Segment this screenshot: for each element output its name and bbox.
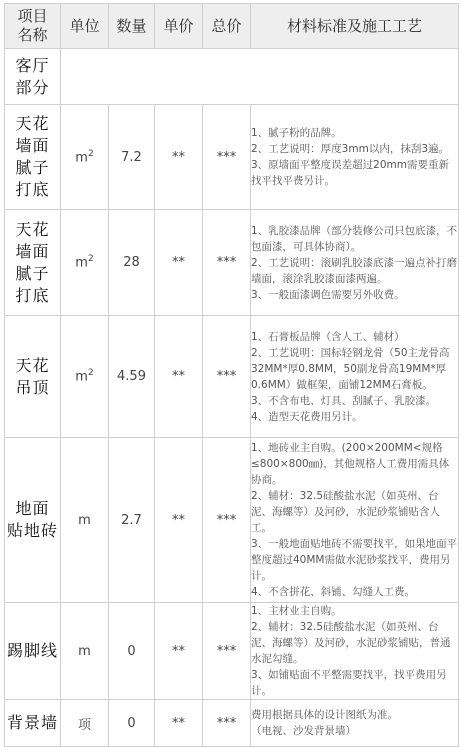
section-row xyxy=(5,49,459,105)
desc-line: 1、地砖业主自购。(200×200MM<规格≤800×800㎜)，其他规格人工费用需具体协商。 xyxy=(251,442,450,486)
item-name: 天花 吊顶 xyxy=(5,316,61,438)
unit-text: 项 xyxy=(77,717,91,733)
desc-line: 2、工艺说明：国标轻钢龙骨（50主龙骨高32MM*厚0.8MM，50副龙骨高19MM*厚0.6MM）做框架，面铺12MM石膏板。 xyxy=(251,346,450,391)
table-row xyxy=(5,603,459,700)
desc-cell xyxy=(251,603,459,700)
unit-superscript: 2 xyxy=(87,368,94,379)
price-cell: ** xyxy=(155,105,203,210)
qty-cell: 2.7 xyxy=(109,438,155,603)
quotation-table xyxy=(4,3,459,747)
unit-text: m xyxy=(75,150,88,166)
price-cell: ** xyxy=(155,700,203,747)
desc-line: 1、腻子粉的品牌。 xyxy=(251,127,342,139)
desc-cell xyxy=(251,105,459,210)
watermark xyxy=(8,711,10,719)
total-cell: *** xyxy=(203,210,251,316)
desc-cell xyxy=(251,700,459,747)
desc-cell xyxy=(251,438,459,603)
desc-line: 1、石膏板品牌（含人工、辅材） xyxy=(251,330,405,343)
desc-line: 3、一般面漆调色需要另外收费。 xyxy=(251,288,405,301)
qty-cell: 0 xyxy=(109,700,155,747)
desc-line: （电视、沙发背景墙） xyxy=(251,725,356,737)
header-row xyxy=(5,4,459,49)
table-row xyxy=(5,210,459,316)
unit-cell xyxy=(61,210,109,316)
desc-line: 2、工艺说明：滚刷乳胶漆底漆一遍点补打磨墙面，滚涂乳胶漆面漆两遍。 xyxy=(251,256,458,285)
desc-line: 3、如铺贴面不平整需要找平，找平费用另计。 xyxy=(251,669,447,697)
qty-cell: 7.2 xyxy=(109,105,155,210)
unit-superscript: 2 xyxy=(87,254,94,265)
desc-line: 4、不含拼花、斜铺、勾缝人工费。 xyxy=(251,586,416,598)
price-cell: ** xyxy=(155,603,203,700)
unit-cell xyxy=(61,438,109,603)
col-header-item: 项目 名称 xyxy=(5,4,61,49)
item-name: 背景墙 xyxy=(5,700,61,747)
unit-text: m xyxy=(78,512,91,528)
price-cell: ** xyxy=(155,316,203,438)
item-name: 踢脚线 xyxy=(5,603,61,700)
col-header-unit: 单位 xyxy=(61,4,109,49)
unit-superscript: 2 xyxy=(87,148,94,159)
price-cell: ** xyxy=(155,438,203,603)
item-name: 地面 贴地砖 xyxy=(5,438,61,603)
desc-line: 2、工艺说明：厚度3mm以内，抹刮3遍。 xyxy=(251,143,449,155)
unit-text: m xyxy=(75,369,88,385)
unit-cell xyxy=(61,105,109,210)
desc-line: 1、乳胶漆品牌（部分装修公司只包底漆，不包面漆，可具体协商）。 xyxy=(251,224,458,253)
price-cell: ** xyxy=(155,210,203,316)
total-cell: *** xyxy=(203,438,251,603)
col-header-desc: 材料标准及施工工艺 xyxy=(251,4,459,49)
desc-cell xyxy=(251,210,459,316)
unit-text: m xyxy=(75,255,88,271)
col-header-total: 总价 xyxy=(203,4,251,49)
unit-cell xyxy=(61,700,109,747)
total-cell: *** xyxy=(203,316,251,438)
total-cell: *** xyxy=(203,603,251,700)
qty-cell: 28 xyxy=(109,210,155,316)
desc-line: 3、原墙面平整度误差超过20mm需要重新找平找平费另计。 xyxy=(251,159,449,187)
total-cell: *** xyxy=(203,105,251,210)
table-row xyxy=(5,438,459,603)
desc-line: 费用根据具体的设计图纸为准。 xyxy=(251,709,398,721)
desc-line: 3、一般地面贴地砖不需要找平，如果地面平整度超过40MM需做水泥砂浆找平，费用另计。 xyxy=(251,538,458,582)
unit-cell xyxy=(61,603,109,700)
desc-line: 1、主材业主自购。 xyxy=(251,605,342,617)
desc-line: 4、造型天花费用另计。 xyxy=(251,410,363,423)
desc-cell xyxy=(251,316,459,438)
unit-cell xyxy=(61,316,109,438)
desc-line: 2、辅材：32.5硅酸盐水泥（如英州、台泥、海螺等）及河砂，水泥砂浆铺贴，普通水泥勾缝。 xyxy=(251,621,451,665)
section-label: 客厅 部分 xyxy=(5,49,61,105)
unit-text: m xyxy=(78,643,91,659)
qty-cell: 0 xyxy=(109,603,155,700)
table-row xyxy=(5,316,459,438)
col-header-price: 单价 xyxy=(155,4,203,49)
table-row xyxy=(5,700,459,747)
desc-line: 2、辅材：32.5硅酸盐水泥（如英州、台泥、海螺等）及河砂，水泥砂浆铺贴含人工。 xyxy=(251,490,440,534)
table-row xyxy=(5,105,459,210)
item-name: 天花 墙面 腻子 打底 xyxy=(5,210,61,316)
total-cell: *** xyxy=(203,700,251,747)
desc-line: 3、不含布电、灯具、刮腻子、乳胶漆。 xyxy=(251,394,437,407)
qty-cell: 4.59 xyxy=(109,316,155,438)
item-name: 天花 墙面 腻子 打底 xyxy=(5,105,61,210)
col-header-qty: 数量 xyxy=(109,4,155,49)
section-fill xyxy=(61,49,459,105)
